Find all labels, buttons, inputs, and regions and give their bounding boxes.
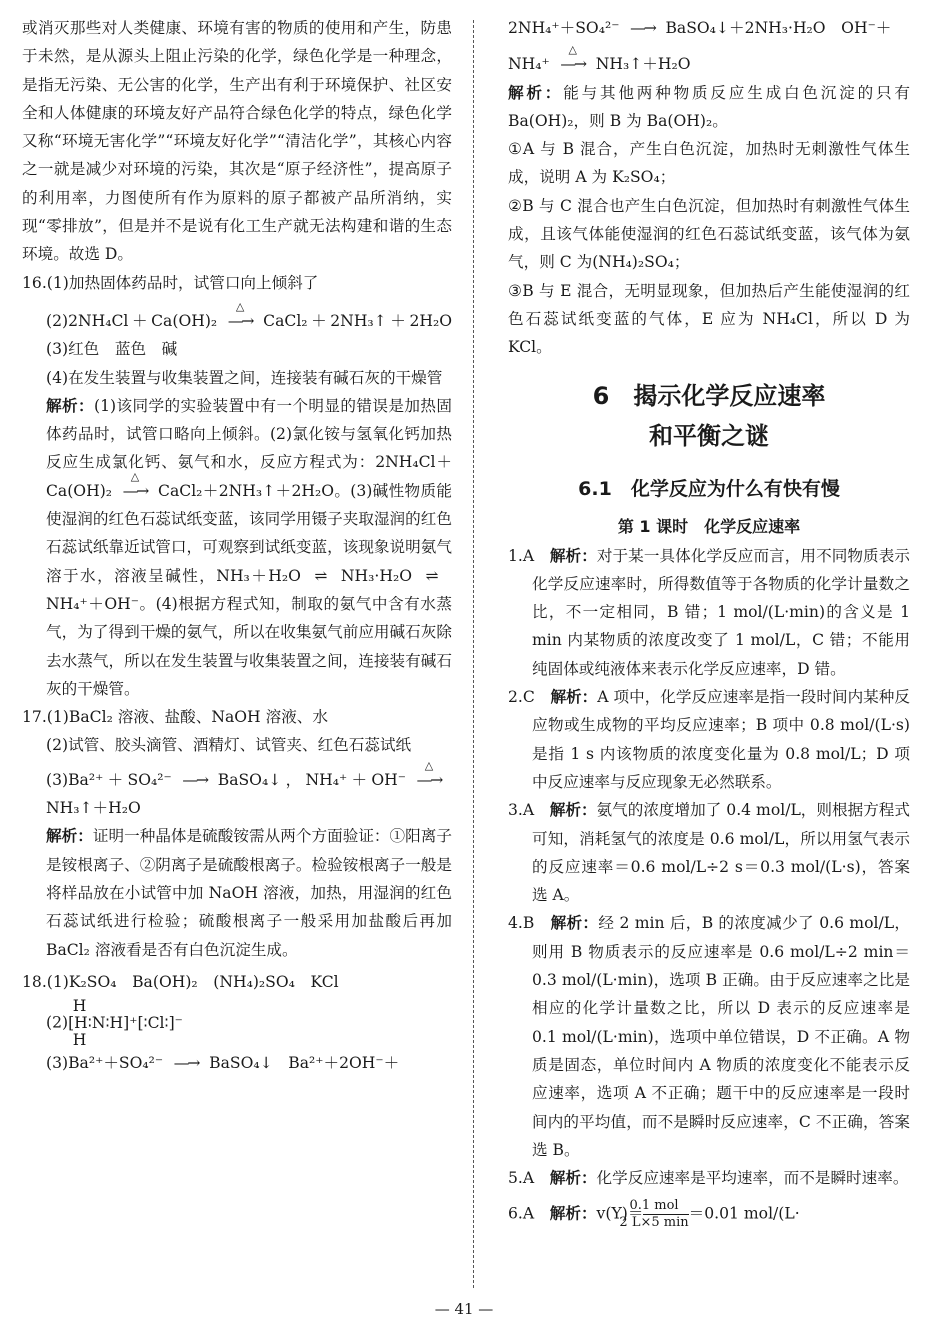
column-divider: [473, 20, 474, 1288]
explanation-label: 解析：: [46, 395, 94, 415]
q18-exp-point-2: ②B 与 C 混合也产生白色沉淀，但加热时有刺激性气体生成，且该气体能使湿润的红色石蕊试纸变蓝，该气体为氨气，则 C 为(NH₄)₂SO₄；: [508, 196, 910, 272]
formula-rhs: ＝0.01 mol/(L·: [688, 1204, 800, 1223]
q16-answer-2: [22, 299, 468, 364]
reaction-arrow: [619, 14, 665, 42]
heat-arrow: △ —→: [406, 766, 452, 794]
chapter-heading: [508, 376, 910, 456]
q17-explanation: [22, 822, 452, 963]
reaction-arrow: [163, 1049, 209, 1077]
q17-answer-1: 17.(1)BaCl₂ 溶液、盐酸、NaOH 溶液、水: [22, 708, 328, 727]
q16-exp-part1: (1)该同学的实验装置中有一个明显的错误是加热固体药品时，试管口略向上倾斜。(2)氯化铵与氢氧化钙加热反应生成氯化钙、氨气和水，反应方程式为：2NH₄Cl＋Ca(OH)₂: [46, 396, 452, 500]
explanation-label: 解析：: [549, 545, 597, 565]
q16-answer-4: (4)在发生装置与收集装置之间，连接装有碱石灰的干燥管: [46, 368, 443, 387]
page-number: — 41 —: [434, 1300, 494, 1318]
section-heading: 6.1 化学反应为什么有快有慢: [578, 477, 840, 500]
explanation-label: 解析：: [550, 913, 599, 933]
eq-part: NH₃↑＋H₂O: [595, 55, 691, 74]
item-number: 4.B: [508, 914, 535, 933]
explanation-label: 解析：: [549, 800, 597, 820]
eq-part: NH₄⁺: [508, 55, 550, 74]
left-column: [22, 14, 468, 1077]
q16-eq-left: (2)2NH₄Cl＋Ca(OH)₂: [46, 311, 218, 330]
q16-explanation: [22, 392, 452, 703]
item-text: 氨气的浓度增加了 0.4 mol/L，则根据方程式可知，消耗氢气的浓度是 0.6 mol/L，所以用氢气表示的反应速率＝0.6 mol/L÷2 s＝0.3 mol/(L·s)，答案选 A。: [532, 801, 910, 905]
item-text: A 项中，化学反应速率是指一段时间内某种反应物或生成物的平均反应速率；B 项中 0.8 mol/(L·s)是指 1 s 内该物质的浓度变化量为 0.8 mol/L；D 项中反应速率与反应现象无必然联系。: [532, 688, 910, 791]
q17-eq-1: (3)Ba²⁺＋SO₄²⁻: [46, 770, 172, 789]
list-item: [508, 1198, 910, 1231]
explanation-label: 解析：: [550, 687, 598, 707]
item-text: 对于某一具体化学反应而言，用不同物质表示化学反应速率时，所得数值等于各物质的化学计量数之比，不一定相同，B 错；1 mol/(L·min)的含义是 1 min 内某物质的浓度改变了 1 mol/L，C 错；不能用纯固体或纯液体来表示化学反应速率，D 错。: [532, 546, 910, 678]
right-column: [508, 14, 910, 1231]
answer-list: [508, 542, 910, 1232]
list-item: [508, 796, 910, 909]
q18-prefix: (2): [46, 1013, 69, 1032]
item-text: 化学反应速率是平均速率，而不是瞬时速率。: [596, 1169, 909, 1188]
explanation-label: 解析：: [46, 826, 93, 846]
item-text: 经 2 min 后，B 的浓度减少了 0.6 mol/L，则用 B 物质表示的反应速率是 0.6 mol/L÷2 min＝0.3 mol/(L·min)，选项 B 正确。由于反应速率之比是相应的化学计量数之比，所以 D 表示的反应速率是 0.1 mol/(L·min)，选项中单位错误，D 不正确。A 物质是固态，单位时间内 A 物质的浓度变化不能表示反应速率，选项 A 不正确；题干中的反应速率是一段时间内的平均值，而不是瞬时反应速率，C 不正确，答案选 B。: [532, 914, 910, 1159]
item-number: 2.C: [508, 688, 535, 707]
eq-part: BaSO₄↓＋2NH₃·H₂O OH⁻＋: [665, 19, 892, 37]
item-number: 1.A: [508, 546, 535, 565]
q18-exp-text: 能与其他两种物质反应生成白色沉淀的只有 Ba(OH)₂，则 B 为 Ba(OH)₂。: [508, 83, 910, 130]
reaction-arrow: [172, 766, 218, 794]
lewis-structure: [68, 998, 183, 1049]
item-number: 5.A: [508, 1169, 535, 1188]
chapter-title-line-2: 和平衡之谜: [649, 421, 769, 450]
q18-answer-2: [22, 998, 452, 1049]
lesson-heading: 第 1 课时 化学反应速率: [617, 516, 801, 536]
q16-eq-right: CaCl₂＋2NH₃↑＋2H₂O (3)红色 蓝色 碱: [46, 311, 468, 359]
q18-exp-point-3: ③B 与 E 混合，无明显现象，但加热后产生能使湿润的红色石蕊试纸变蓝的气体，E 应为 NH₄Cl，所以 D 为 KCl。: [508, 281, 910, 357]
chapter-title-line-1: 6 揭示化学反应速率: [592, 381, 826, 410]
item-number: 3.A: [508, 801, 535, 820]
explanation-label: 解析：: [549, 1203, 597, 1223]
q16-exp-part3: NH₃·H₂O: [340, 566, 412, 585]
equilibrium-sign: ⇌: [425, 566, 439, 585]
q17-eq-2: BaSO₄↓，NH₄⁺＋OH⁻: [217, 770, 406, 789]
lewis-main: [H∶N∶H]⁺[∶Cl∶]⁻: [68, 1014, 183, 1033]
q18-eq-2: BaSO₄↓ Ba²⁺＋2OH⁻＋: [209, 1054, 400, 1073]
fraction-denominator: 2 L×5 min: [619, 1215, 689, 1231]
q17-answer-2: (2)试管、胶头滴管、酒精灯、试管夹、红色石蕊试纸: [46, 736, 412, 755]
list-item: [508, 683, 910, 796]
fraction-numerator: 0.1 mol: [643, 1198, 688, 1215]
lewis-h-top: H: [72, 997, 87, 1016]
heat-arrow: △ —→: [550, 50, 596, 78]
q16-exp-part2: CaCl₂＋2NH₃↑＋2H₂O。(3)碱性物质能使湿润的红色石蕊试纸变蓝，该同学用镊子夹取湿润的红色石蕊试纸靠近试管口，可观察到试纸变蓝，该现象说明氨气溶于水，溶液呈碱性，NH₃＋H₂O: [46, 481, 452, 585]
q17-exp-text: 证明一种晶体是硫酸铵需从两个方面验证：①阳离子是铵根离子、②阴离子是硫酸根离子。检验铵根离子一般是将样品放在小试管中加 NaOH 溶液，加热，用湿润的红色石蕊试纸进行检验；硫酸根离子一般采用加盐酸后再加 BaCl₂ 溶液看是否有白色沉淀生成。: [46, 827, 452, 959]
list-item: [508, 1164, 910, 1192]
continued-equation-2: [508, 43, 910, 78]
formula-lhs: v(Y)＝: [596, 1204, 644, 1223]
q16-answer-1: 16.(1)加热固体药品时，试管口向上倾斜了: [22, 273, 319, 292]
explanation-label: 解析：: [508, 82, 564, 102]
intro-paragraph: 或消灭那些对人类健康、环境有害的物质的使用和产生，防患于未然，是从源头上阻止污染的化学，绿色化学是一种理念，是指无污染、无公害的化学，生产出有利于环境保护、社区安全和人体健康的环境友好产品符合绿色化学的特点，绿色化学又称“环境无害化学”“环境友好化学”“清洁化学”，其核心内容之一就是减少对环境的污染，其次是“原子经济性”，提高原子的利用率，力图使所有作为原料的原子都被产品所消纳，实现“零排放”，但是并不是说有化工生产就无法构建和谐的生态环境。故选 D。: [22, 19, 452, 264]
q18-eq-1: (3)Ba²⁺＋SO₄²⁻: [46, 1054, 164, 1073]
list-item: [508, 909, 910, 1164]
q16-exp-part4: NH₄⁺＋OH⁻。(4)根据方程式知，制取的氨气中含有水蒸气，为了得到干燥的氨气，所以在收集氨气前应用碱石灰除去水蒸气，所以在发生装置与收集装置之间，连接装有碱石灰的干燥管。: [46, 594, 452, 698]
eq-part: 2NH₄⁺＋SO₄²⁻: [508, 19, 620, 37]
lewis-h-bottom: H: [72, 1031, 87, 1050]
q18-explanation: [508, 79, 910, 136]
q18-exp-point-1: ①A 与 B 混合，产生白色沉淀，加热时无刺激性气体生成，说明 A 为 K₂SO₄；: [508, 140, 910, 187]
equilibrium-sign: ⇌: [314, 566, 328, 585]
q18-answer-1: 18.(1)K₂SO₄ Ba(OH)₂ (NH₄)₂SO₄ KCl: [22, 972, 339, 991]
q18-answer-3: [22, 1049, 452, 1077]
list-item: [508, 542, 910, 683]
q17-answer-3: [22, 758, 452, 823]
heat-arrow: △ —→: [112, 477, 158, 505]
q17-eq-3: NH₃↑＋H₂O: [46, 799, 141, 818]
item-number: 6.A: [508, 1204, 535, 1223]
explanation-label: 解析：: [549, 1168, 597, 1188]
heat-arrow: △ —→: [217, 307, 263, 335]
